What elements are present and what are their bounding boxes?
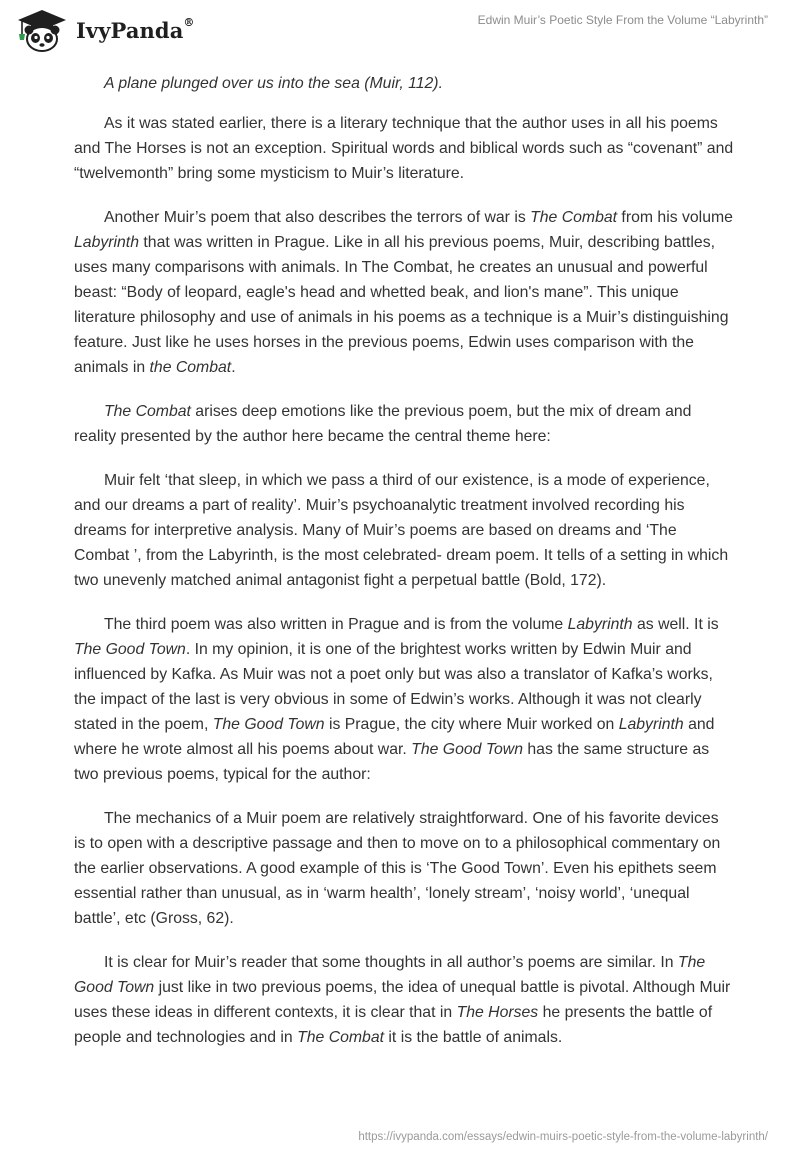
document-title: Edwin Muir’s Poetic Style From the Volume “Labyrinth” (477, 13, 768, 27)
paragraph-6: The mechanics of a Muir poem are relatively straightforward. One of his favorite devices is to open with a descriptive passage and then to move on to a philosophical commentary on the earlier observations. A good example of this is ‘The Good Town’. Even his epithets seem essential rather than unusual, as in ‘warm health’, ‘lonely stream’, ‘noisy world’, ‘unequal battle’, etc (Gross, 62). (74, 810, 721, 927)
brand-name: IvyPanda® (76, 15, 195, 43)
source-url[interactable]: https://ivypanda.com/essays/edwin-muirs-poetic-style-from-the-volume-labyrinth/ (358, 1131, 768, 1143)
paragraph-3: The Combat arises deep emotions like the previous poem, but the mix of dream and reality presented by the author here became the central theme here: (74, 403, 692, 445)
paragraph-5: The third poem was also written in Prague and is from the volume Labyrinth as well. It is The Good Town. In my opinion, it is one of the brightest works written by Edwin Muir and influenced by Kafka. As Muir was not a poet only but was also a translator of Kafka’s works, the impact of the last is very obvious in some of Edwin’s works. Although it was not clearly stated in the poem, The Good Town is Prague, the city where Muir worked on Labyrinth and where he wrote almost all his poems about war. The Good Town has the same structure as two previous poems, typical for the author: (74, 616, 719, 783)
paragraph-7: It is clear for Muir’s reader that some thoughts in all author’s poems are similar. In The Good Town just like in two previous poems, the idea of unequal battle is pivotal. Although Muir uses these ideas in different contexts, it is clear that in The Horses he presents the battle of people and technologies and in The Combat it is the battle of animals. (74, 954, 731, 1046)
paragraph-2: Another Muir’s poem that also describes the terrors of war is The Combat from his volume Labyrinth that was written in Prague. Like in all his previous poems, Muir, describing battles, uses many comparisons with animals. In The Combat, he creates an unusual and powerful beast: “Body of leopard, eagle's head and whetted beak, and lion's mane”. This unique literature philosophy and use of animals in his poems as a technique is a Muir’s distinguishing feature. Just like he uses horses in the previous poems, Edwin uses comparison with the animals in the Combat. (74, 209, 733, 376)
panda-logo-icon (14, 8, 70, 52)
page-header (0, 0, 800, 60)
paragraph-4: Muir felt ‘that sleep, in which we pass a third of our existence, is a mode of experience, and our dreams a part of reality’. Muir’s psychoanalytic treatment involved recording his dreams for interpretive analysis. Many of Muir’s poems are based on dreams and ‘The Combat ’, from the Labyrinth, is the most celebrated- dream poem. It tells of a setting in which two unevenly matched animal antagonist fight a perpetual battle (Bold, 172). (74, 472, 729, 589)
essay-body (74, 71, 734, 1069)
paragraph-1: As it was stated earlier, there is a literary technique that the author uses in all his poems and The Horses is not an exception. Spiritual words and biblical words such as “covenant” and “twelvemonth” bring some mysticism to Muir’s literature. (74, 115, 734, 182)
ivypanda-logo[interactable] (14, 8, 195, 52)
quote-paragraph: A plane plunged over us into the sea (Muir, 112). (104, 75, 443, 92)
